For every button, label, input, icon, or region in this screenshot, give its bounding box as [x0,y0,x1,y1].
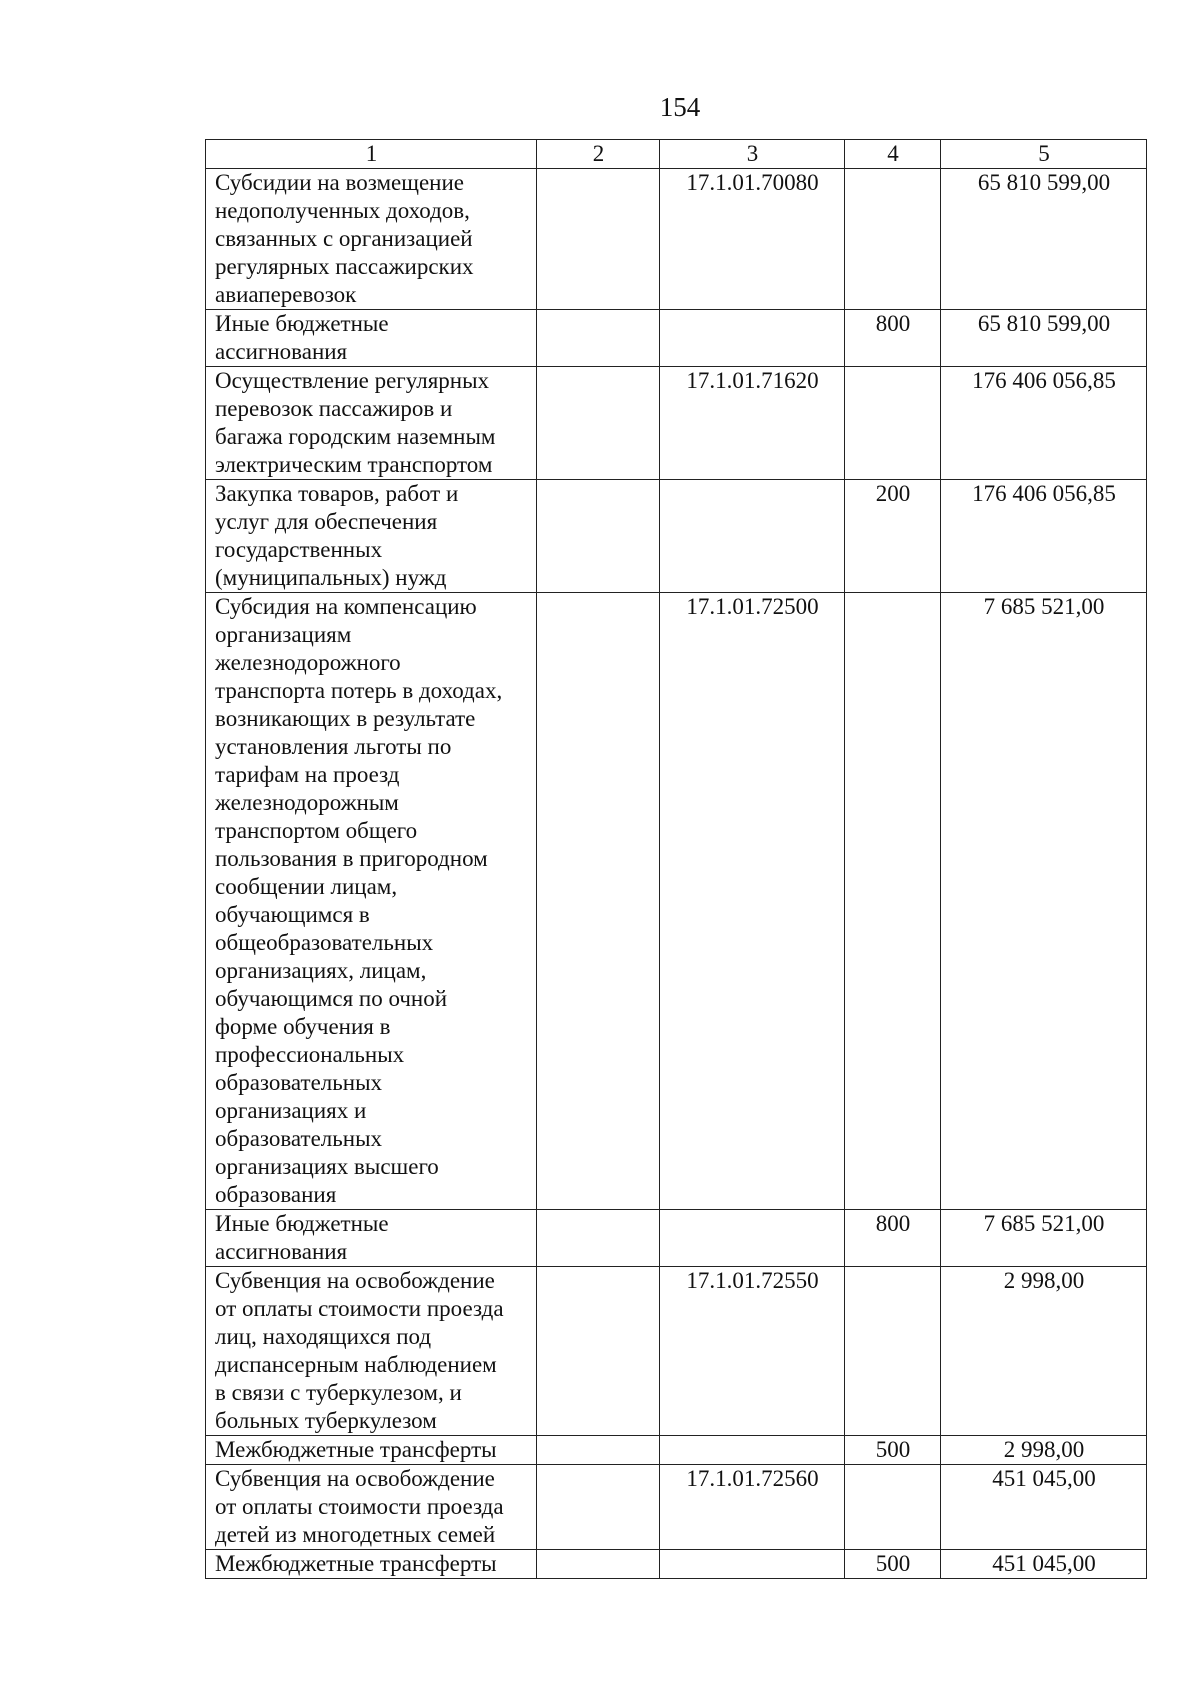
expense-name-cell: Межбюджетные трансферты [206,1436,537,1465]
expense-type-cell [845,367,941,480]
budget-code-cell [660,1436,845,1465]
table-row [206,169,1147,310]
column-2-cell [537,1465,660,1550]
amount-cell: 2 998,00 [941,1267,1147,1436]
column-header: 3 [660,140,845,169]
expense-type-cell [845,169,941,310]
column-header: 2 [537,140,660,169]
column-header: 4 [845,140,941,169]
budget-code-cell: 17.1.01.71620 [660,367,845,480]
amount-cell: 65 810 599,00 [941,169,1147,310]
amount-cell: 2 998,00 [941,1436,1147,1465]
expense-name-cell: Осуществление регулярных перевозок пассажиров и багажа городским наземным электрическим транспортом [206,367,537,480]
budget-code-cell [660,1210,845,1267]
expense-name-cell: Субсидия на компенсацию организациям железнодорожного транспорта потерь в доходах, возникающих в результате установления льготы по тарифам на проезд железнодорожным транспортом общего пользования в пригородном сообщении лицам, обучающимся в общеобразовательных организациях, лицам, обучающимся по очной форме обучения в профессиональных образовательных организациях и образовательных организациях высшего образования [206,593,537,1210]
amount-cell: 176 406 056,85 [941,480,1147,593]
expense-name-cell: Субсидии на возмещение недополученных доходов, связанных с организацией регулярных пассажирских авиаперевозок [206,169,537,310]
expense-type-cell [845,593,941,1210]
table-row [206,593,1147,1210]
table-row [206,480,1147,593]
budget-code-cell [660,1550,845,1579]
expense-type-cell [845,1465,941,1550]
expense-type-cell: 500 [845,1550,941,1579]
column-header: 1 [206,140,537,169]
column-2-cell [537,593,660,1210]
expense-name-cell: Иные бюджетные ассигнования [206,310,537,367]
expense-type-cell: 800 [845,310,941,367]
table-row [206,310,1147,367]
expense-type-cell: 200 [845,480,941,593]
budget-code-cell: 17.1.01.72500 [660,593,845,1210]
budget-table [205,139,1147,1579]
column-2-cell [537,1550,660,1579]
expense-name-cell: Субвенция на освобождение от оплаты стоимости проезда детей из многодетных семей [206,1465,537,1550]
expense-name-cell: Субвенция на освобождение от оплаты стоимости проезда лиц, находящихся под диспансерным наблюдением в связи с туберкулезом, и больных туберкулезом [206,1267,537,1436]
amount-cell: 7 685 521,00 [941,1210,1147,1267]
table-row [206,1465,1147,1550]
amount-cell: 65 810 599,00 [941,310,1147,367]
budget-code-cell [660,480,845,593]
table-row [206,1210,1147,1267]
budget-code-cell: 17.1.01.70080 [660,169,845,310]
column-header: 5 [941,140,1147,169]
table-row [206,367,1147,480]
amount-cell: 451 045,00 [941,1550,1147,1579]
table-header-row [206,140,1147,169]
table-row [206,1550,1147,1579]
amount-cell: 7 685 521,00 [941,593,1147,1210]
column-2-cell [537,1267,660,1436]
expense-name-cell: Закупка товаров, работ и услуг для обеспечения государственных (муниципальных) нужд [206,480,537,593]
amount-cell: 176 406 056,85 [941,367,1147,480]
amount-cell: 451 045,00 [941,1465,1147,1550]
table-body [206,169,1147,1579]
expense-name-cell: Иные бюджетные ассигнования [206,1210,537,1267]
budget-code-cell: 17.1.01.72550 [660,1267,845,1436]
expense-type-cell: 800 [845,1210,941,1267]
column-2-cell [537,367,660,480]
page-number: 154 [659,92,701,122]
expense-name-cell: Межбюджетные трансферты [206,1550,537,1579]
budget-code-cell [660,310,845,367]
column-2-cell [537,480,660,593]
budget-code-cell: 17.1.01.72560 [660,1465,845,1550]
table-row [206,1267,1147,1436]
column-2-cell [537,310,660,367]
column-2-cell [537,169,660,310]
column-2-cell [537,1436,660,1465]
table-row [206,1436,1147,1465]
expense-type-cell: 500 [845,1436,941,1465]
expense-type-cell [845,1267,941,1436]
column-2-cell [537,1210,660,1267]
